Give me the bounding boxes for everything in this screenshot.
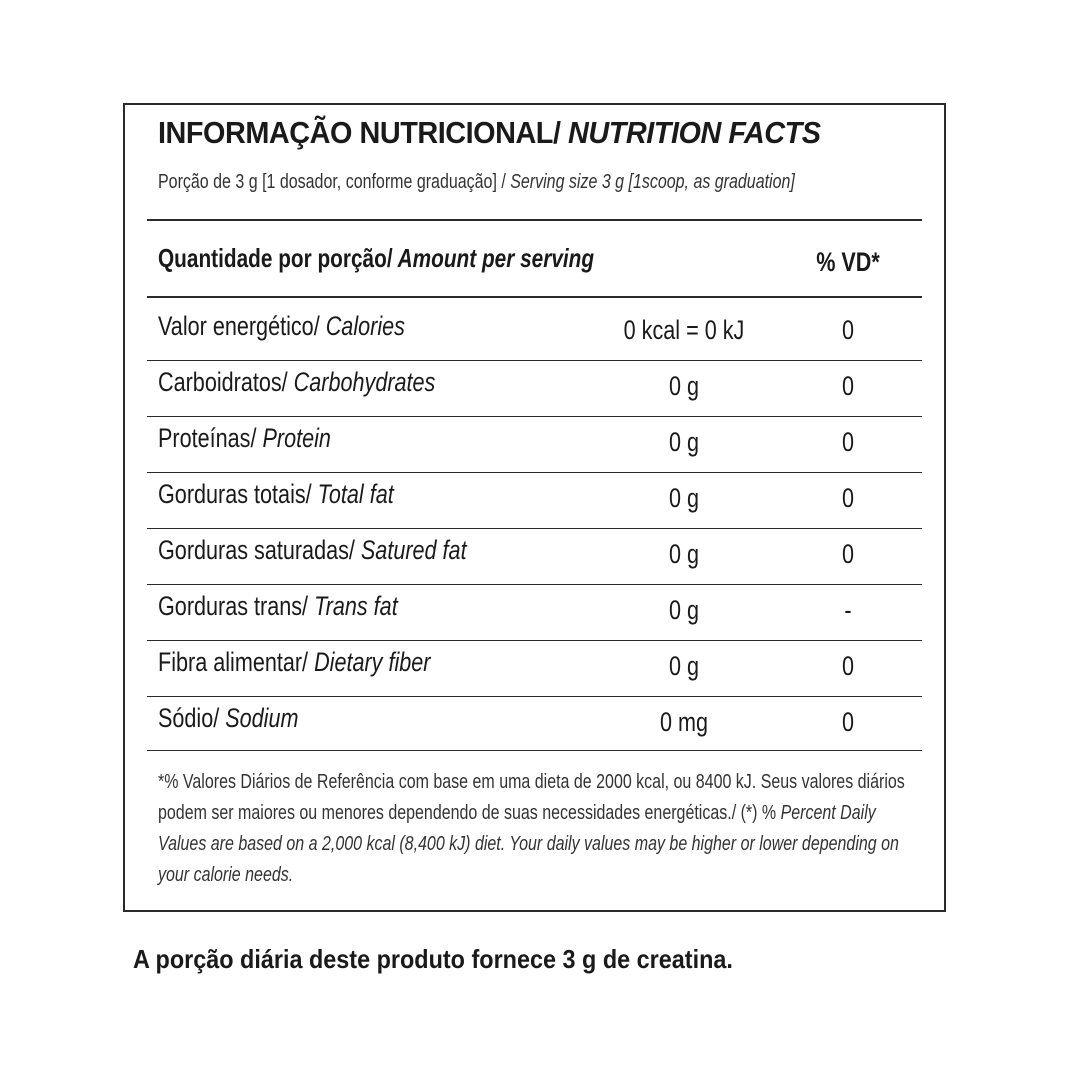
row-divider xyxy=(147,416,922,417)
nutrient-amount: 0 g xyxy=(668,371,700,401)
nutrient-label-en: Dietary fiber xyxy=(308,647,431,677)
nutrient-label-pt: Gorduras trans/ xyxy=(158,591,309,621)
nutrient-label-en: Trans fat xyxy=(308,591,398,621)
nutrient-amount: 0 g xyxy=(668,595,700,625)
row-divider xyxy=(147,528,922,529)
nutrient-label-en: Satured fat xyxy=(354,535,467,565)
nutrient-label-pt: Gorduras totais/ xyxy=(158,479,312,509)
nutrient-label-en: Sodium xyxy=(219,703,299,733)
serving-pt: Porção de 3 g [1 dosador, conforme graduação] / xyxy=(158,171,506,193)
serving-size xyxy=(158,171,795,194)
footnote xyxy=(158,767,922,891)
nutrient-label xyxy=(158,647,431,678)
title-en: NUTRITION FACTS xyxy=(560,115,821,150)
nutrition-facts-label xyxy=(123,103,946,912)
nutrient-vd: 0 xyxy=(841,371,855,401)
nutrient-label-pt: Valor energético/ xyxy=(158,311,320,341)
header-amount-pt: Quantidade por porção/ xyxy=(158,243,393,273)
nutrient-label-pt: Sódio/ xyxy=(158,703,220,733)
header-amount-en: Amount per serving xyxy=(392,243,595,273)
nutrient-amount: 0 g xyxy=(668,427,700,457)
nutrient-label-en: Total fat xyxy=(311,479,394,509)
title-pt: INFORMAÇÃO NUTRICIONAL/ xyxy=(158,115,561,150)
footnote-pt: *% Valores Diários de Referência com base em uma dieta de 2000 kcal, ou 8400 kJ. Seus valores diários podem ser maiores ou menores dependendo de suas necessidades energéticas./ (*) % xyxy=(158,771,905,824)
nutrient-amount: 0 kcal = 0 kJ xyxy=(623,315,745,345)
nutrient-vd: - xyxy=(844,595,852,625)
nutrient-label-en: Protein xyxy=(256,423,331,453)
nutrient-amount: 0 g xyxy=(668,483,700,513)
nutrient-label xyxy=(158,311,405,342)
serving-en: Serving size 3 g [1scoop, as graduation] xyxy=(505,171,795,193)
creatine-note: A porção diária deste produto fornece 3 g de creatina. xyxy=(133,944,733,974)
nutrient-label-en: Calories xyxy=(319,311,405,341)
row-divider xyxy=(147,360,922,361)
nutrient-label xyxy=(158,591,398,622)
nutrient-vd: 0 xyxy=(841,483,855,513)
divider-header xyxy=(147,296,922,298)
row-divider xyxy=(147,584,922,585)
nutrient-amount: 0 g xyxy=(668,539,700,569)
divider-footnote xyxy=(147,750,922,751)
nutrient-vd: 0 xyxy=(841,315,855,345)
footnote-en: Percent Daily Values are based on a 2,000 kcal (8,400 kJ) diet. Your daily values may be higher or lower depending on your calorie needs. xyxy=(158,802,899,886)
nutrient-label-pt: Fibra alimentar/ xyxy=(158,647,309,677)
nutrient-label xyxy=(158,423,331,454)
nutrient-amount: 0 mg xyxy=(659,707,709,737)
nutrient-label xyxy=(158,535,467,566)
nutrient-label xyxy=(158,703,299,734)
nutrient-label xyxy=(158,479,394,510)
nutrient-label-pt: Gorduras saturadas/ xyxy=(158,535,355,565)
nutrient-label xyxy=(158,367,435,398)
nutrient-vd: 0 xyxy=(841,427,855,457)
nutrient-vd: 0 xyxy=(841,651,855,681)
nutrient-label-pt: Proteínas/ xyxy=(158,423,257,453)
header-vd: % VD* xyxy=(816,247,880,277)
nutrient-vd: 0 xyxy=(841,707,855,737)
label-title xyxy=(158,115,821,151)
nutrient-vd: 0 xyxy=(841,539,855,569)
divider-top xyxy=(147,219,922,221)
nutrient-amount: 0 g xyxy=(668,651,700,681)
row-divider xyxy=(147,696,922,697)
header-amount xyxy=(158,243,594,274)
row-divider xyxy=(147,640,922,641)
nutrient-label-pt: Carboidratos/ xyxy=(158,367,288,397)
row-divider xyxy=(147,472,922,473)
nutrient-label-en: Carbohydrates xyxy=(287,367,436,397)
